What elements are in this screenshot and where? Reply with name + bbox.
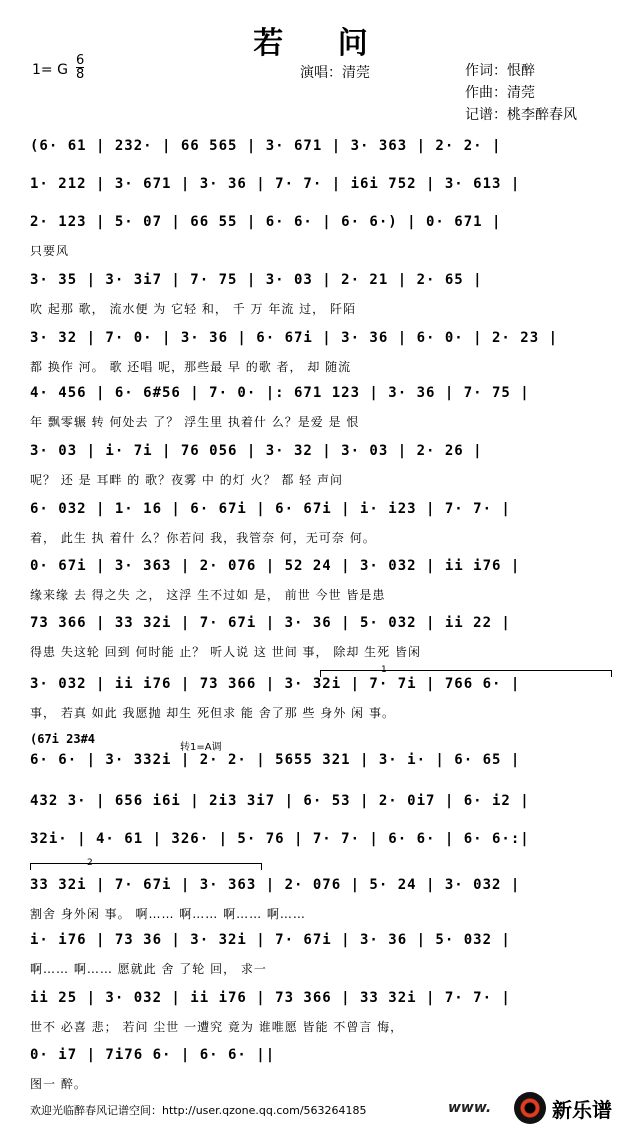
lyric-line: 只要风	[30, 244, 70, 258]
lyric-line: 年 飘零辗 转 何处去 了？ 浮生里 执着什 么？是爱 是 恨	[30, 415, 360, 429]
volta-1-label: 1	[381, 665, 387, 675]
lyric-line: 吹 起那 歌， 流水便 为 它轻 和， 千 万 年流 过， 阡陌	[30, 302, 356, 316]
notation-line: 3· 03 | i· 7i | 76 056 | 3· 32 | 3· 03 | 2· 26 |	[30, 443, 483, 459]
score-row	[30, 558, 615, 618]
notation-line: 6· 032 | 1· 16 | 6· 67i | 6· 67i | i· i23 | 7· 7· |	[30, 501, 511, 517]
lyric-line: 啊…… 啊…… 愿就此 舍 了轮 回， 求一	[30, 962, 267, 976]
score-row	[30, 665, 615, 736]
lyric-line: 割舍 身外闲 事。 啊…… 啊…… 啊…… 啊……	[30, 907, 306, 921]
notation-line: 6· 6· | 3· 332i | 2· 2· | 5655 321 | 3· i· | 6· 65 |	[30, 752, 521, 768]
notation-line: 33 32i | 7· 67i | 3· 363 | 2· 076 | 5· 24 | 3· 032 |	[30, 877, 521, 893]
score-row	[30, 501, 615, 561]
lyric-line: 着， 此生 执 着什 么？你若问 我，我管奈 何，无可奈 何。	[30, 531, 376, 545]
lyric-line: 呢？ 还 是 耳畔 的 歌？夜雾 中 的灯 火？ 都 轻 声问	[30, 473, 343, 487]
time-signature	[76, 54, 84, 81]
score-row	[30, 214, 615, 274]
score-row	[30, 272, 615, 332]
lyric-line: 得患 失这轮 回到 何时能 止？ 听人说 这 世间 事， 除却 生死 皆闲	[30, 645, 421, 659]
transcriber-credit: 记谱：桃李醉春风	[465, 107, 577, 123]
notation-line: 2· 123 | 5· 07 | 66 55 | 6· 6· | 6· 6·) | 0· 671 |	[30, 214, 502, 230]
notation-line: 73 366 | 33 32i | 7· 67i | 3· 36 | 5· 032 | ii 22 |	[30, 615, 511, 631]
score-row	[30, 385, 615, 445]
singer-credit: 演唱：清莞	[300, 65, 370, 81]
notation-line: (6· 61 | 232· | 66 565 | 3· 671 | 3· 363 | 2· 2· |	[30, 138, 502, 154]
ending-upper-notes: (67i 23#4	[30, 732, 96, 746]
score-row	[30, 932, 615, 992]
notation-line: 3· 32 | 7· 0· | 3· 36 | 6· 67i | 3· 36 | 6· 0· | 2· 23 |	[30, 330, 559, 346]
composer-credit: 作曲：清莞	[465, 85, 535, 101]
score-row	[30, 858, 615, 937]
notation-line: i· i76 | 73 36 | 3· 32i | 7· 67i | 3· 36 | 5· 032 |	[30, 932, 511, 948]
notation-line: 0· i7 | 7i76 6· | 6· 6· ||	[30, 1047, 276, 1063]
song-title: 若 问	[253, 26, 390, 61]
footer-text: 欢迎光临醉春风记谱空间：http://user.qzone.qq.com/563264185	[30, 1104, 367, 1117]
lyric-line: 图一 醉。	[30, 1077, 87, 1091]
score-row	[30, 330, 615, 390]
site-logo	[448, 1090, 638, 1126]
volta-2-label: 2	[87, 858, 93, 868]
volta-bracket-2	[30, 858, 262, 870]
lyricist-credit: 作词：恨醉	[465, 63, 535, 79]
logo-brand: 新乐谱	[552, 1098, 612, 1122]
volta-bracket-1	[320, 665, 612, 677]
score-row	[30, 615, 615, 675]
notation-line: ii 25 | 3· 032 | ii i76 | 73 366 | 33 32i | 7· 7· |	[30, 990, 511, 1006]
time-sig-bottom: 8	[76, 67, 85, 82]
lyric-line: 世不 必喜 悲； 若问 尘世 一遭究 竟为 谁唯愿 皆能 不曾言 悔，	[30, 1020, 404, 1034]
notation-line: 4· 456 | 6· 6#56 | 7· 0· |: 671 123 | 3· 36 | 7· 75 |	[30, 385, 530, 401]
lyric-line: 事， 若真 如此 我愿抛 却生 死但求 能 舍了那 些 身外 闲 事。	[30, 706, 395, 720]
notation-line: 3· 032 | ii i76 | 73 366 | 3· 32i | 7· 7i | 766 6· |	[30, 676, 521, 692]
score-row	[30, 443, 615, 503]
credits-block	[465, 60, 577, 126]
modulation-note: 转1=A调	[180, 742, 222, 753]
record-disc-icon	[514, 1092, 546, 1124]
notation-line: 432 3· | 656 i6i | 2i3 3i7 | 6· 53 | 2· 0i7 | 6· i2 |	[30, 793, 530, 809]
notation-line: 32i· | 4· 61 | 326· | 5· 76 | 7· 7· | 6· 6· | 6· 6·:|	[30, 831, 530, 847]
notation-line: 3· 35 | 3· 3i7 | 7· 75 | 3· 03 | 2· 21 | 2· 65 |	[30, 272, 483, 288]
notation-line: 1· 212 | 3· 671 | 3· 36 | 7· 7· | i6i 752 | 3· 613 |	[30, 176, 521, 192]
notation-line: 0· 67i | 3· 363 | 2· 076 | 52 24 | 3· 032 | ii i76 |	[30, 558, 521, 574]
score-row	[30, 990, 615, 1050]
time-sig-top: 6	[76, 53, 85, 68]
logo-www: www.	[448, 1100, 492, 1116]
key-signature: 1= G	[32, 62, 68, 78]
lyric-line: 都 换作 河。 歌 还唱 呢，那些最 早 的歌 者， 却 随流	[30, 360, 352, 374]
lyric-line: 缘来缘 去 得之失 之， 这浮 生不过如 是， 前世 今世 皆是患	[30, 588, 386, 602]
